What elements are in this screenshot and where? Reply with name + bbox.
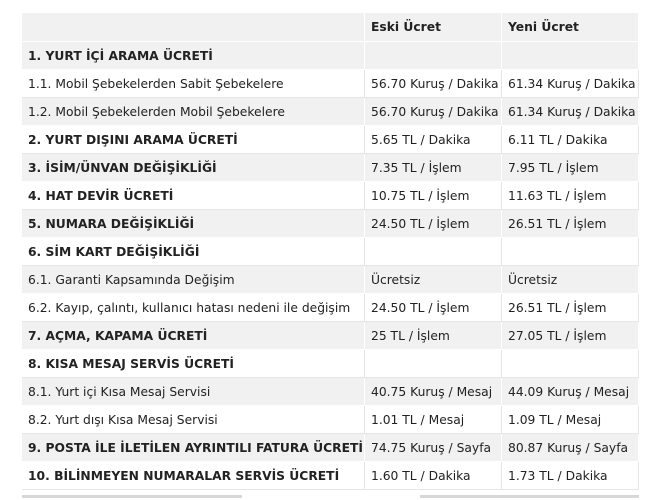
row-label: 4. HAT DEVİR ÜCRETİ: [22, 182, 365, 210]
new-fee-cell: 26.51 TL / İşlem: [502, 210, 639, 238]
table-row: [22, 98, 639, 126]
row-label: 9. POSTA İLE İLETİLEN AYRINTILI FATURA ÜCRETİ: [22, 434, 365, 462]
row-label: 2. YURT DIŞINI ARAMA ÜCRETİ: [22, 126, 365, 154]
old-fee-cell: 40.75 Kuruş / Mesaj: [365, 378, 502, 406]
new-fee-cell: 44.09 Kuruş / Mesaj: [502, 378, 639, 406]
table-row: [22, 42, 639, 70]
old-fee-cell: 25 TL / İşlem: [365, 322, 502, 350]
row-label: 8. KISA MESAJ SERVİS ÜCRETİ: [22, 350, 365, 378]
new-fee-cell: 7.95 TL / İşlem: [502, 154, 639, 182]
old-fee-cell: 1.01 TL / Mesaj: [365, 406, 502, 434]
new-fee-cell: 26.51 TL / İşlem: [502, 294, 639, 322]
table-row: [22, 378, 639, 406]
new-fee-cell: 80.87 Kuruş / Sayfa: [502, 434, 639, 462]
fee-table-container: [22, 13, 639, 490]
new-fee-cell: 61.34 Kuruş / Dakika: [502, 98, 639, 126]
row-label: 8.1. Yurt içi Kısa Mesaj Servisi: [22, 378, 365, 406]
header-new-fee: Yeni Ücret: [502, 13, 639, 42]
table-row: [22, 322, 639, 350]
old-fee-cell: 56.70 Kuruş / Dakika: [365, 70, 502, 98]
new-fee-cell: 1.09 TL / Mesaj: [502, 406, 639, 434]
table-header: [22, 13, 639, 42]
table-row: [22, 294, 639, 322]
bottom-divider-right: [420, 495, 639, 498]
table-row: [22, 266, 639, 294]
row-label: 1. YURT İÇİ ARAMA ÜCRETİ: [22, 42, 365, 70]
new-fee-cell: 11.63 TL / İşlem: [502, 182, 639, 210]
old-fee-cell: 56.70 Kuruş / Dakika: [365, 98, 502, 126]
old-fee-cell: 24.50 TL / İşlem: [365, 210, 502, 238]
new-fee-cell: 6.11 TL / Dakika: [502, 126, 639, 154]
old-fee-cell: 1.60 TL / Dakika: [365, 462, 502, 490]
row-label: 8.2. Yurt dışı Kısa Mesaj Servisi: [22, 406, 365, 434]
old-fee-cell: 74.75 Kuruş / Sayfa: [365, 434, 502, 462]
old-fee-cell: [365, 350, 502, 378]
table-row: [22, 350, 639, 378]
row-label: 10. BİLİNMEYEN NUMARALAR SERVİS ÜCRETİ: [22, 462, 365, 490]
table-row: [22, 434, 639, 462]
row-label: 1.1. Mobil Şebekelerden Sabit Şebekelere: [22, 70, 365, 98]
row-label: 6.1. Garanti Kapsamında Değişim: [22, 266, 365, 294]
row-label: 6.2. Kayıp, çalıntı, kullanıcı hatası nedeni ile değişim: [22, 294, 365, 322]
header-old-fee: Eski Ücret: [365, 13, 502, 42]
fee-table: [22, 13, 639, 490]
header-item: [22, 13, 365, 42]
new-fee-cell: Ücretsiz: [502, 266, 639, 294]
table-body: [22, 42, 639, 490]
new-fee-cell: [502, 350, 639, 378]
table-row: [22, 182, 639, 210]
table-row: [22, 238, 639, 266]
row-label: 5. NUMARA DEĞİŞİKLİĞİ: [22, 210, 365, 238]
table-row: [22, 406, 639, 434]
table-row: [22, 210, 639, 238]
bottom-divider-left: [22, 495, 242, 498]
old-fee-cell: 10.75 TL / İşlem: [365, 182, 502, 210]
old-fee-cell: 5.65 TL / Dakika: [365, 126, 502, 154]
old-fee-cell: Ücretsiz: [365, 266, 502, 294]
old-fee-cell: [365, 42, 502, 70]
old-fee-cell: [365, 238, 502, 266]
row-label: 1.2. Mobil Şebekelerden Mobil Şebekelere: [22, 98, 365, 126]
header-row: [22, 13, 639, 42]
new-fee-cell: 27.05 TL / İşlem: [502, 322, 639, 350]
new-fee-cell: 61.34 Kuruş / Dakika: [502, 70, 639, 98]
row-label: 3. İSİM/ÜNVAN DEĞİŞİKLİĞİ: [22, 154, 365, 182]
new-fee-cell: 1.73 TL / Dakika: [502, 462, 639, 490]
old-fee-cell: 24.50 TL / İşlem: [365, 294, 502, 322]
row-label: 6. SİM KART DEĞİŞİKLİĞİ: [22, 238, 365, 266]
table-row: [22, 462, 639, 490]
table-row: [22, 70, 639, 98]
old-fee-cell: 7.35 TL / İşlem: [365, 154, 502, 182]
table-row: [22, 154, 639, 182]
table-row: [22, 126, 639, 154]
new-fee-cell: [502, 42, 639, 70]
new-fee-cell: [502, 238, 639, 266]
row-label: 7. AÇMA, KAPAMA ÜCRETİ: [22, 322, 365, 350]
